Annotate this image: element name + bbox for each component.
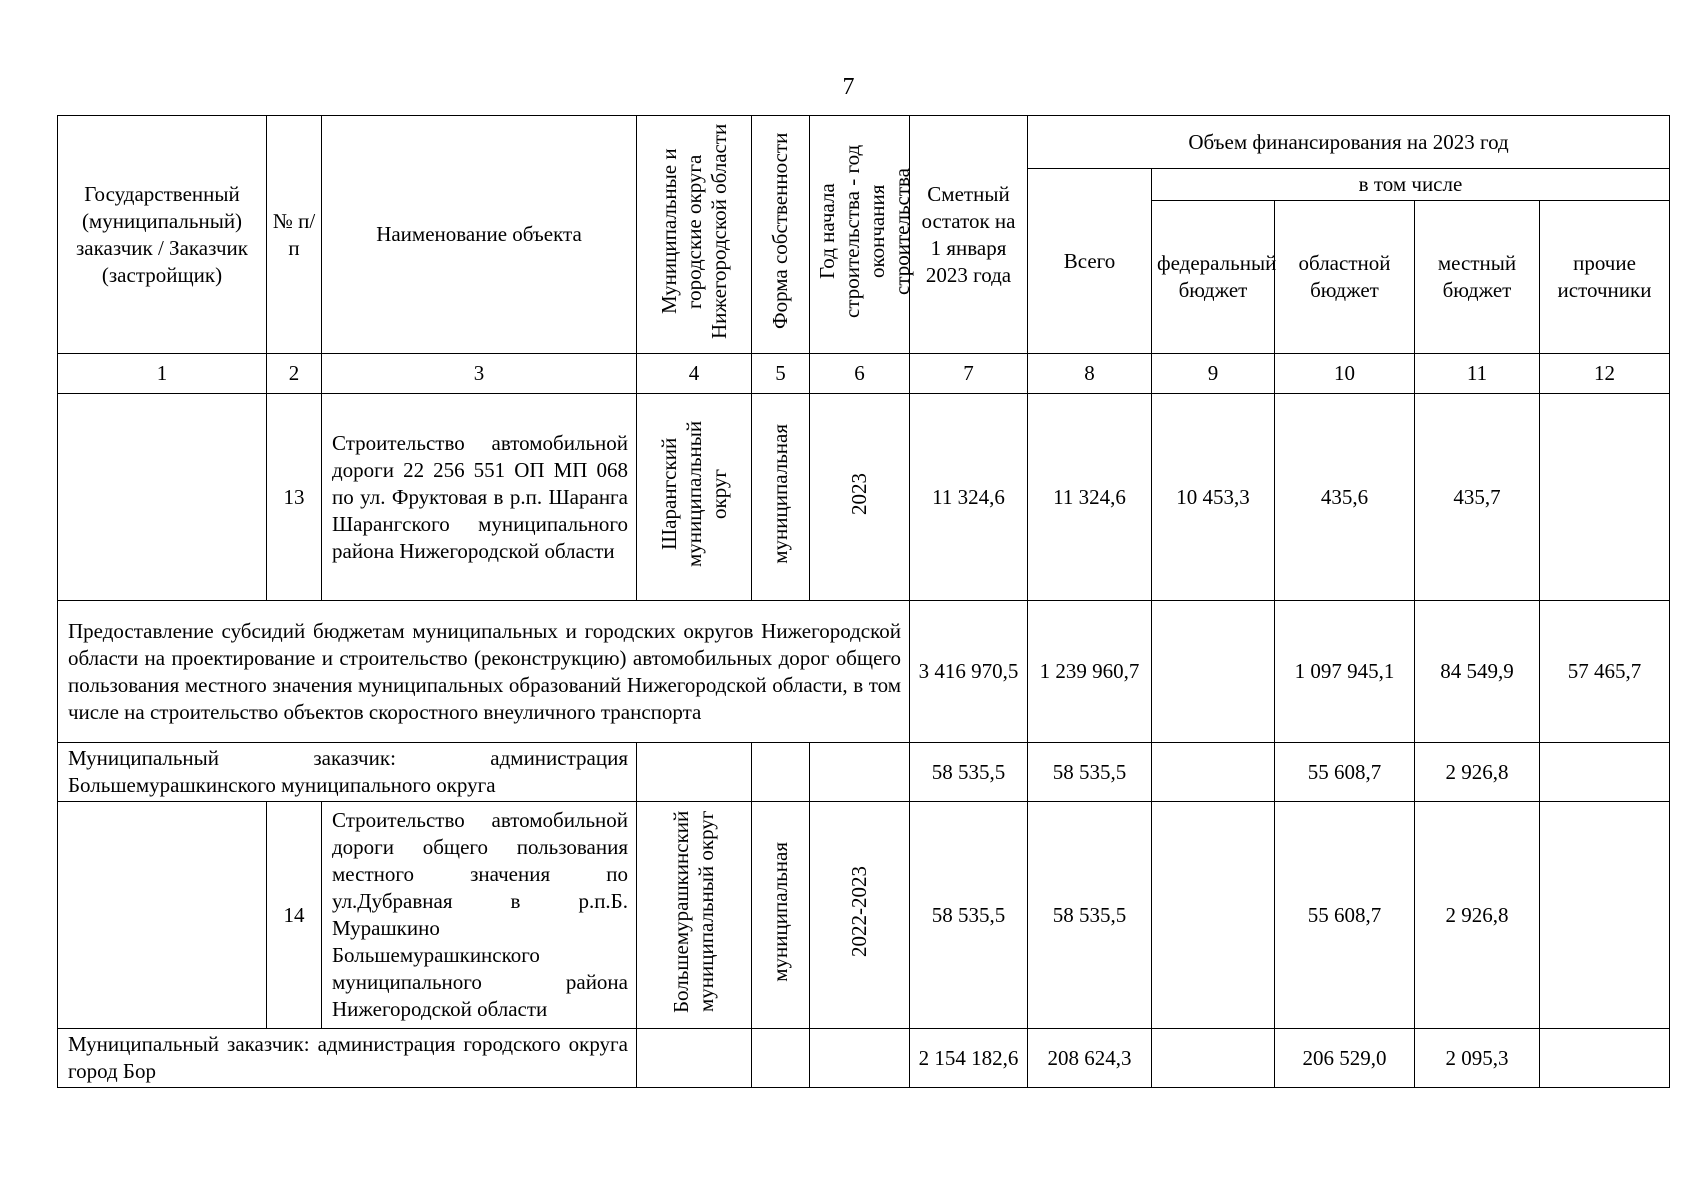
- header-regional: областной бюджет: [1275, 201, 1415, 354]
- column-number: 11: [1415, 354, 1540, 394]
- header-years: [810, 116, 914, 354]
- column-number: 8: [1028, 354, 1152, 394]
- years-cell: [810, 743, 910, 802]
- header-years-text: Год начала строительства - год окончания строительства: [815, 144, 914, 318]
- header-other: прочие источники: [1540, 201, 1670, 354]
- years-cell: [810, 394, 910, 601]
- total-value: 11 324,6: [1028, 394, 1152, 601]
- regional-value: 55 608,7: [1275, 802, 1415, 1029]
- regional-value: 435,6: [1275, 394, 1415, 601]
- column-number: 9: [1152, 354, 1275, 394]
- other-value: [1540, 1029, 1670, 1088]
- header-ownership-text: Форма собственности: [768, 132, 792, 330]
- header-funding: Объем финансирования на 2023 год: [1028, 116, 1670, 169]
- total-value: 58 535,5: [1028, 743, 1152, 802]
- object-name: Строительство автомобильной дороги 22 256 551 ОП МП 068 по ул. Фруктовая в р.п. Шаранга Шарангского муниципального района Нижегородской области: [322, 394, 637, 601]
- header-local: местный бюджет: [1415, 201, 1540, 354]
- row-number: 14: [267, 802, 322, 1029]
- years-cell: [810, 802, 910, 1029]
- table-row-subsidies: [58, 601, 1670, 743]
- local-value: 84 549,9: [1415, 601, 1540, 743]
- header-row-1: [58, 116, 1670, 169]
- regional-value: 55 608,7: [1275, 743, 1415, 802]
- federal-value: [1152, 802, 1275, 1029]
- customer-description: Муниципальный заказчик: администрация городского округа город Бор: [58, 1029, 637, 1088]
- district-text: Шарангский муниципальный округ: [656, 420, 731, 567]
- federal-value: 10 453,3: [1152, 394, 1275, 601]
- column-number: 7: [910, 354, 1028, 394]
- object-name: Строительство автомобильной дороги общего пользования местного значения по ул.Дубравная в р.п.Б. Мурашкино Большемурашкинского муниципального района Нижегородской области: [322, 802, 637, 1029]
- customer-cell: [58, 394, 267, 601]
- ownership-text: муниципальная: [768, 423, 792, 564]
- other-value: [1540, 743, 1670, 802]
- header-districts: [637, 116, 752, 354]
- ownership-text: муниципальная: [768, 841, 792, 982]
- column-numbers-row: [58, 354, 1670, 394]
- years-cell: [810, 1029, 910, 1088]
- estimate-value: 3 416 970,5: [910, 601, 1028, 743]
- regional-value: 1 097 945,1: [1275, 601, 1415, 743]
- column-number: 5: [752, 354, 810, 394]
- header-customer: Государственный (муниципальный) заказчик / Заказчик (застройщик): [58, 116, 267, 354]
- financing-table: [57, 115, 1670, 1088]
- district-cell: [637, 1029, 752, 1088]
- header-districts-text: Муниципальные и городские округа Нижегородской области: [656, 123, 731, 339]
- table-row-customer-bolshemurashkino: [58, 743, 1670, 802]
- years-text: 2023: [847, 472, 871, 515]
- district-cell: [637, 394, 752, 601]
- total-value: 208 624,3: [1028, 1029, 1152, 1088]
- table-row-customer-bor: [58, 1029, 1670, 1088]
- column-number: 10: [1275, 354, 1415, 394]
- column-number: 3: [322, 354, 637, 394]
- table-row-object-13: [58, 394, 1670, 601]
- estimate-value: 2 154 182,6: [910, 1029, 1028, 1088]
- federal-value: [1152, 743, 1275, 802]
- table-row-object-14: [58, 802, 1670, 1029]
- federal-value: [1152, 1029, 1275, 1088]
- ownership-cell: [752, 802, 810, 1029]
- ownership-cell: [752, 743, 810, 802]
- column-number: 2: [267, 354, 322, 394]
- header-including: в том числе: [1152, 169, 1670, 201]
- estimate-value: 11 324,6: [910, 394, 1028, 601]
- column-number: 6: [810, 354, 910, 394]
- subsidies-description: Предоставление субсидий бюджетам муниципальных и городских округов Нижегородской области на проектирование и строительство (реконструкцию) автомобильных дорог общего пользования местного значения муниципальных образований Нижегородской области, в том числе на строительство объектов скоростного внеуличного транспорта: [58, 601, 910, 743]
- customer-cell: [58, 802, 267, 1029]
- column-number: 1: [58, 354, 267, 394]
- customer-description: Муниципальный заказчик: администрация Большемурашкинского муниципального округа: [58, 743, 637, 802]
- local-value: 2 926,8: [1415, 743, 1540, 802]
- regional-value: 206 529,0: [1275, 1029, 1415, 1088]
- local-value: 2 926,8: [1415, 802, 1540, 1029]
- total-value: 58 535,5: [1028, 802, 1152, 1029]
- years-text: 2022-2023: [847, 866, 871, 957]
- district-cell: [637, 743, 752, 802]
- column-number: 12: [1540, 354, 1670, 394]
- header-total: Всего: [1028, 169, 1152, 354]
- total-value: 1 239 960,7: [1028, 601, 1152, 743]
- other-value: 57 465,7: [1540, 601, 1670, 743]
- row-number: 13: [267, 394, 322, 601]
- column-number: 4: [637, 354, 752, 394]
- federal-value: [1152, 601, 1275, 743]
- header-ownership: [752, 116, 810, 354]
- local-value: 2 095,3: [1415, 1029, 1540, 1088]
- district-cell: [637, 802, 752, 1029]
- ownership-cell: [752, 394, 810, 601]
- header-object-name: Наименование объекта: [322, 116, 637, 354]
- header-estimate: Сметный остаток на 1 января 2023 года: [910, 116, 1028, 354]
- estimate-value: 58 535,5: [910, 802, 1028, 1029]
- header-num: № п/п: [267, 116, 322, 354]
- page-number: 7: [842, 74, 855, 100]
- other-value: [1540, 394, 1670, 601]
- ownership-cell: [752, 1029, 810, 1088]
- header-federal: федеральный бюджет: [1152, 201, 1275, 354]
- other-value: [1540, 802, 1670, 1029]
- district-text: Большемурашкинский муниципальный округ: [669, 810, 718, 1013]
- local-value: 435,7: [1415, 394, 1540, 601]
- estimate-value: 58 535,5: [910, 743, 1028, 802]
